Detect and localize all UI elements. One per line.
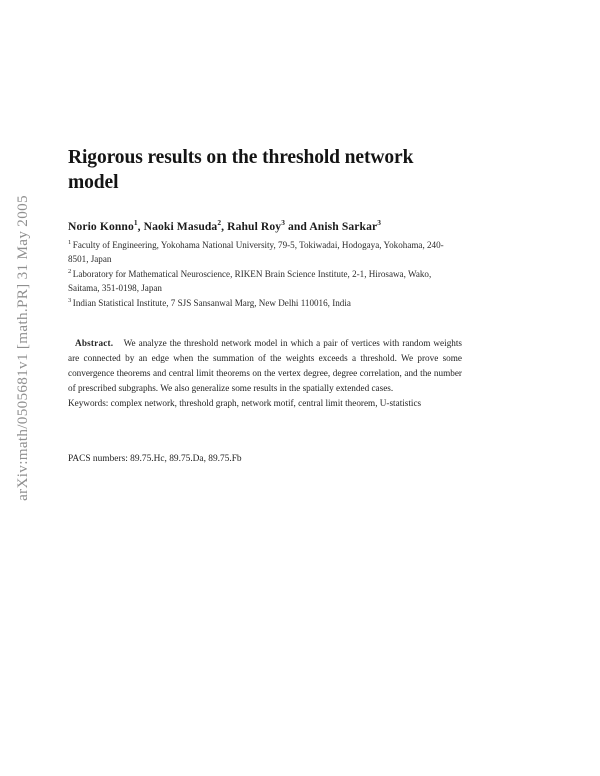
abstract-label: Abstract. — [75, 337, 114, 348]
affiliation-text: Faculty of Engineering, Yokohama National University, 79-5, Tokiwadai, Hodogaya, Yokohama, 240-8501, Japan — [68, 240, 444, 265]
affiliation-marker: 2 — [68, 268, 72, 276]
affiliation-marker: 3 — [68, 296, 72, 304]
page-title: Rigorous results on the threshold network model — [68, 147, 414, 193]
abstract-text: We analyze the threshold network model in which a pair of vertices with random weights are connected by an edge when the summation of the weights exceeds a threshold. We prove some convergence theorems and central limit theorems on the vertex degree, degree correlation, and the number of prescribed subgraphs. We also generalize some results in the spatially extended cases. — [68, 337, 463, 393]
affiliation-item — [68, 296, 464, 311]
affiliation-item — [68, 267, 464, 296]
arxiv-stamp — [0, 0, 46, 776]
pacs-numbers: PACS numbers: 89.75.Hc, 89.75.Da, 89.75.Fb — [68, 453, 242, 464]
affiliation-marker: 1 — [68, 239, 72, 247]
abstract-paragraph — [68, 336, 462, 396]
author-list: Norio Konno$^1$, Naoki Masuda$^2$, Rahul Roy$^3$ and Anish Sarkar$^3$ — [68, 217, 382, 233]
arxiv-stamp-text: arXiv:math/0505681v1 [math.PR] 31 May 2005 — [14, 195, 31, 501]
paper-content — [68, 0, 464, 476]
abstract-block — [68, 336, 462, 411]
keywords-line: Keywords: complex network, threshold graph, network motif, central limit theorem, U-statistics — [68, 397, 422, 408]
affiliation-text: Laboratory for Mathematical Neuroscience, RIKEN Brain Science Institute, 2-1, Hirosawa, Wako, Saitama, 351-0198, Japan — [68, 269, 432, 293]
affiliation-list — [68, 238, 464, 310]
affiliation-text: Indian Statistical Institute, 7 SJS Sansanwal Marg, New Delhi 110016, India — [72, 297, 351, 308]
affiliation-item — [68, 238, 464, 267]
